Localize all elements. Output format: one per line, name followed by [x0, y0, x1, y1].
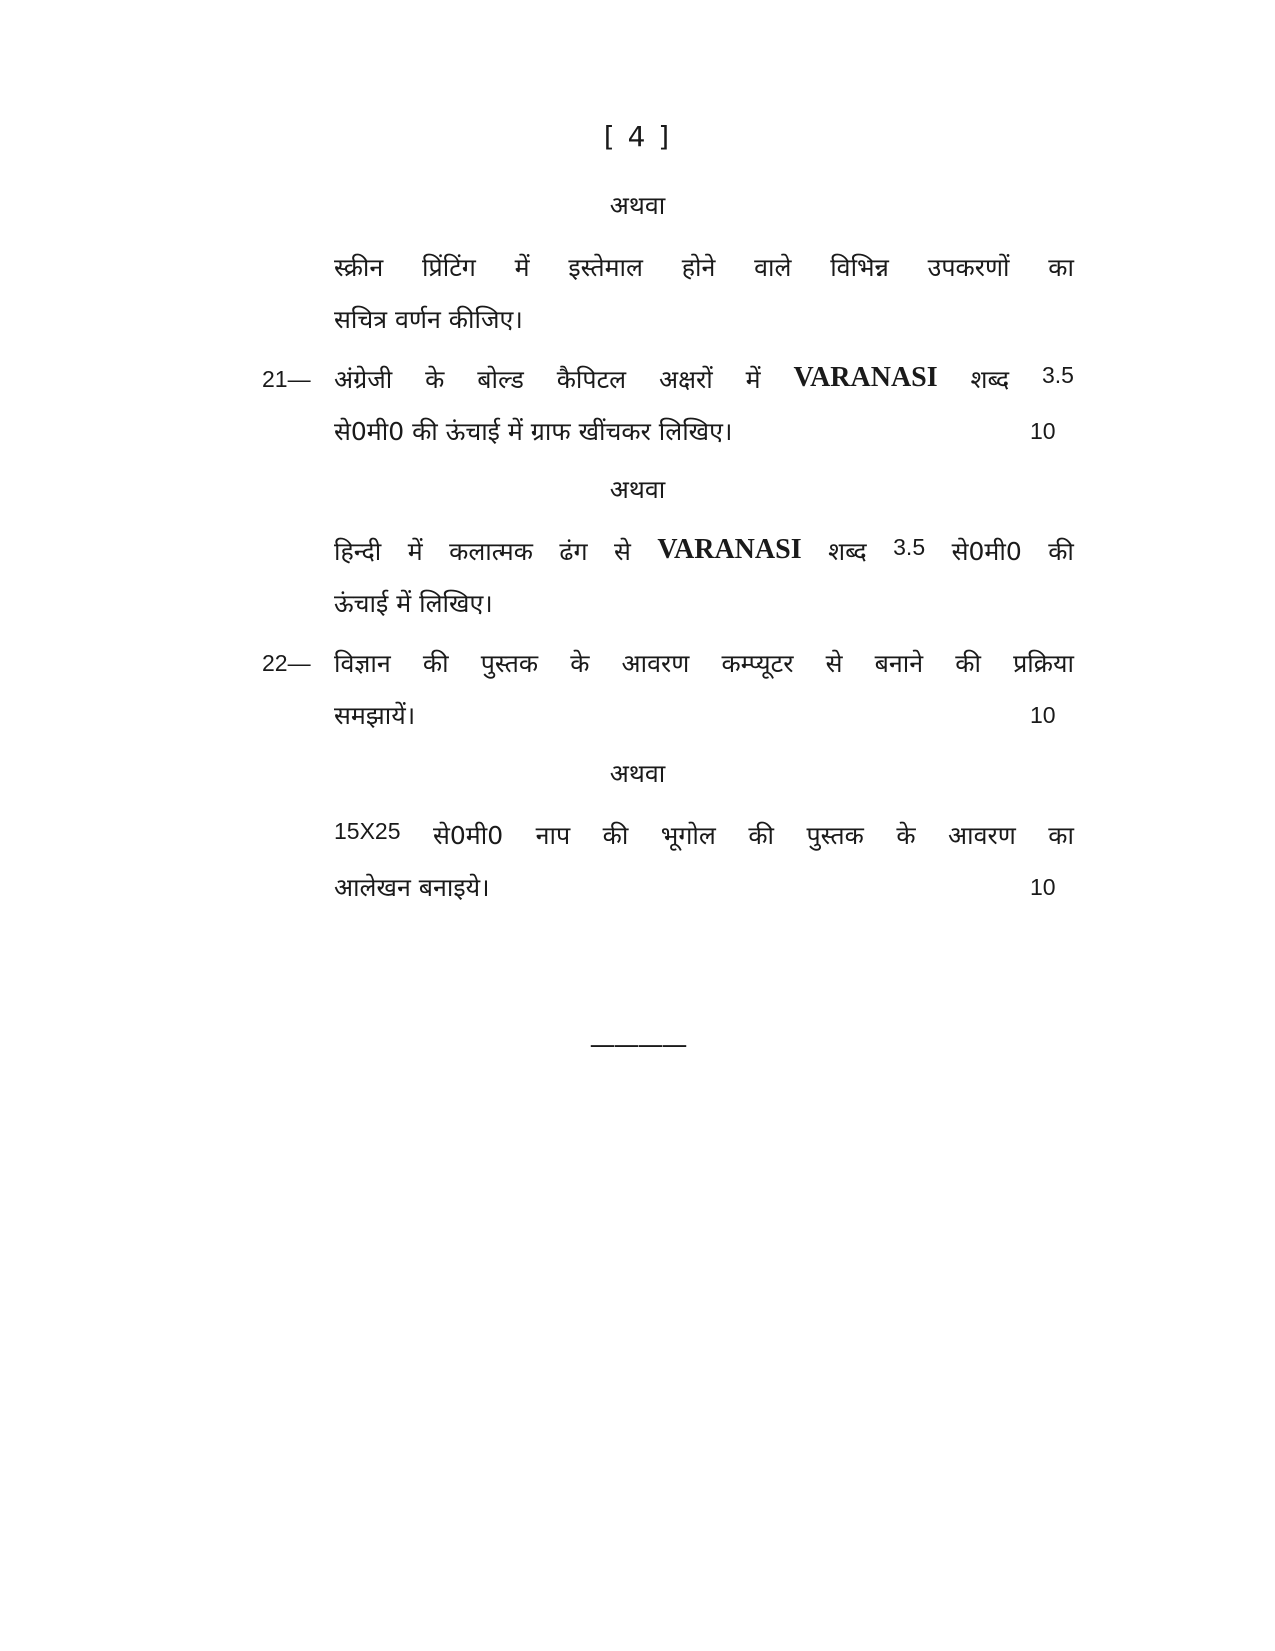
word: स्क्रीन	[334, 253, 384, 282]
q21-line2: से0मी0 की ऊंचाई में ग्राफ खींचकर लिखिए।	[334, 417, 733, 446]
word: प्रिंटिंग	[422, 253, 476, 282]
or-label-2: अथवा	[609, 475, 666, 504]
q22-alt-line2: आलेखन बनाइये।	[334, 873, 490, 902]
q21-number: 21—	[262, 366, 311, 392]
word: से	[614, 537, 631, 566]
word: से	[825, 649, 843, 678]
q22-alt-marks: 10	[1030, 874, 1056, 900]
word: ढंग	[559, 537, 588, 566]
word: कलात्मक	[449, 537, 533, 566]
word: विज्ञान	[334, 649, 391, 678]
word: उपकरणों	[927, 253, 1010, 282]
word: शब्द	[970, 365, 1010, 394]
q21-marks: 10	[1030, 418, 1056, 444]
word: से0मी0	[951, 537, 1022, 566]
word: इस्तेमाल	[568, 253, 643, 282]
varanasi-word: VARANASI	[657, 534, 802, 565]
q22-line1	[334, 646, 1074, 680]
word: अंग्रेजी	[334, 365, 393, 394]
word: बनाने	[874, 649, 924, 678]
word: की	[1048, 537, 1074, 566]
word: वाले	[754, 253, 792, 282]
word: कैपिटल	[556, 365, 627, 394]
word: कम्प्यूटर	[721, 649, 794, 678]
value: 15X25	[334, 818, 401, 844]
q22-line2: समझायें।	[334, 701, 416, 730]
word: के	[570, 649, 590, 678]
word: में	[407, 537, 423, 566]
q21-alt-line1	[334, 534, 1074, 568]
word: में	[745, 365, 761, 394]
word: का	[1048, 821, 1074, 850]
word: शब्द	[828, 537, 867, 566]
value: 3.5	[1042, 362, 1074, 388]
word: विभिन्न	[830, 253, 889, 282]
q22-alt-line1	[334, 818, 1074, 852]
page-number: [ 4 ]	[603, 120, 672, 153]
word: पुस्तक	[806, 821, 864, 850]
word: के	[425, 365, 445, 394]
word: की	[955, 649, 981, 678]
q21-alt-line2: ऊंचाई में लिखिए।	[334, 589, 493, 618]
word: आवरण	[621, 649, 690, 678]
word: पुस्तक	[480, 649, 539, 678]
word: अक्षरों	[659, 365, 713, 394]
block1-line2: सचित्र वर्णन कीजिए।	[334, 305, 523, 334]
end-rule: ————	[589, 1030, 686, 1060]
word: नाप	[535, 821, 571, 850]
value: 3.5	[893, 534, 926, 560]
word: बोल्ड	[477, 365, 524, 394]
word: भूगोल	[660, 821, 716, 850]
word: की	[748, 821, 775, 850]
word: में	[514, 253, 530, 282]
word: की	[602, 821, 629, 850]
q22-marks: 10	[1030, 702, 1056, 728]
word: का	[1048, 253, 1074, 282]
word: की	[422, 649, 449, 678]
block1-line1	[334, 250, 1074, 284]
q21-line1	[334, 362, 1074, 396]
or-label-3: अथवा	[609, 759, 666, 788]
word: से0मी0	[432, 821, 504, 850]
word: के	[896, 821, 916, 850]
or-label-1: अथवा	[609, 191, 666, 220]
word: हिन्दी	[334, 537, 382, 566]
word: आवरण	[948, 821, 1016, 850]
varanasi-word: VARANASI	[793, 362, 938, 393]
q22-number: 22—	[262, 650, 311, 676]
word: प्रक्रिया	[1013, 649, 1074, 678]
word: होने	[681, 253, 716, 282]
